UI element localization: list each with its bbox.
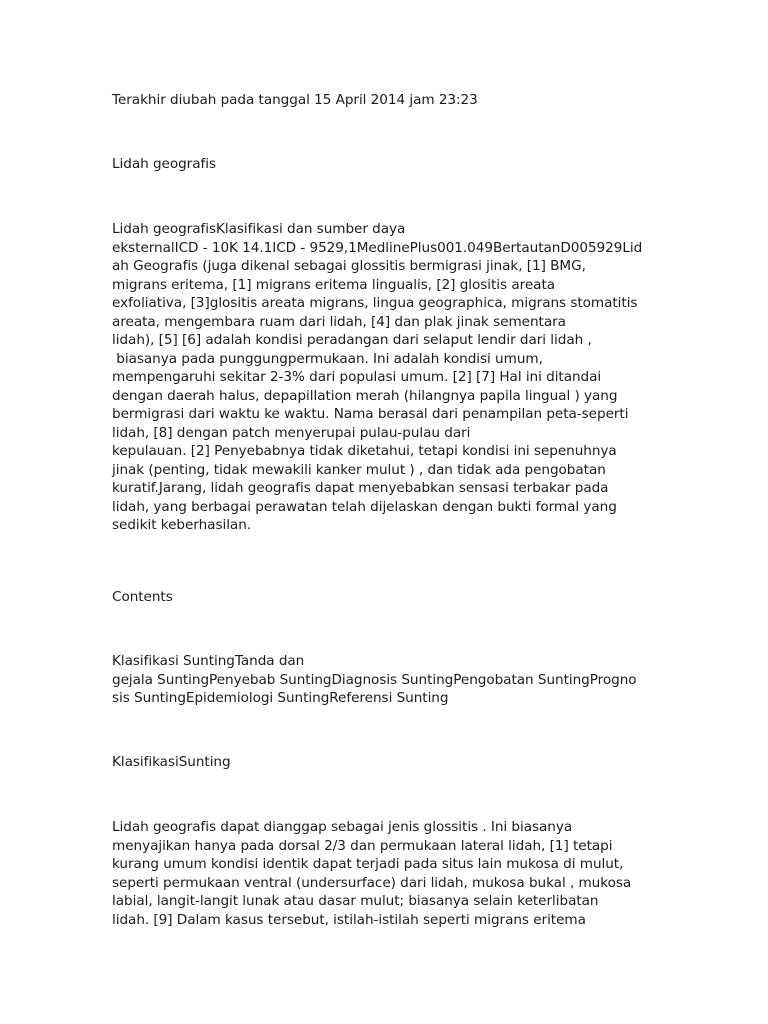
paragraph-line: labial, langit-langit lunak atau dasar mulut; biasanya selain keterlibatan	[112, 893, 599, 909]
paragraph-line: migrans eritema, [1] migrans eritema lingualis, [2] glositis areata	[112, 276, 556, 293]
paragraph-line: jinak (penting, tidak mewakili kanker mulut ) , dan tidak ada pengobatan	[112, 461, 606, 478]
paragraph-line: exfoliativa, [3]glositis areata migrans, lingua geographica, migrans stomatitis	[112, 295, 638, 311]
contents-list	[112, 652, 637, 708]
paragraph-line: Lidah geografis dapat dianggap sebagai jenis glossitis . Ini biasanya	[112, 819, 573, 835]
contents-heading: Contents	[112, 589, 173, 605]
paragraph-line: biasanya pada punggungpermukaan. Ini adalah kondisi umum,	[112, 350, 543, 367]
paragraph-line: seperti permukaan ventral (undersurface) dari lidah, mukosa bukal , mukosa	[112, 874, 632, 891]
paragraph-line: kuratif.Jarang, lidah geografis dapat menyebabkan sensasi terbakar pada	[112, 480, 609, 496]
paragraph-line: kepulauan. [2] Penyebabnya tidak diketahui, tetapi kondisi ini sepenuhnya	[112, 443, 617, 459]
last-modified-text: Terakhir diubah pada tanggal 15 April 2014 jam 23:23	[112, 92, 478, 108]
paragraph-line: eksternalICD - 10K 14.1ICD - 9529,1MedlinePlus001.049BertautanD005929Lid	[112, 239, 643, 256]
paragraph-line: menyajikan hanya pada dorsal 2/3 dan permukaan lateral lidah, [1] tetapi	[112, 837, 613, 854]
paragraph-line: bermigrasi dari waktu ke waktu. Nama berasal dari penampilan peta-seperti	[112, 406, 629, 422]
section-paragraph	[112, 818, 631, 929]
paragraph-line: lidah), [5] [6] adalah kondisi peradangan dari selaput lendir dari lidah ,	[112, 332, 592, 348]
paragraph-line: lidah, yang berbagai perawatan telah dijelaskan dengan bukti formal yang	[112, 498, 617, 515]
intro-paragraph	[112, 220, 642, 535]
paragraph-line: mempengaruhi sekitar 2-3% dari populasi umum. [2] [7] Hal ini ditandai	[112, 369, 602, 385]
paragraph-line: kurang umum kondisi identik dapat terjadi pada situs lain mukosa di mulut,	[112, 856, 624, 872]
paragraph-line: lidah. [9] Dalam kasus tersebut, istilah-istilah seperti migrans eritema	[112, 911, 586, 928]
paragraph-line: sedikit keberhasilan.	[112, 517, 252, 533]
contents-line: sis SuntingEpidemiologi SuntingReferensi Sunting	[112, 690, 449, 706]
paragraph-line: dengan daerah halus, depapillation merah (hilangnya papila lingual ) yang	[112, 387, 618, 404]
paragraph-line: lidah, [8] dengan patch menyerupai pulau-pulau dari	[112, 424, 471, 441]
paragraph-line: areata, mengembara ruam dari lidah, [4] dan plak jinak sementara	[112, 313, 566, 330]
contents-line: Klasifikasi SuntingTanda dan	[112, 653, 305, 669]
contents-line: gejala SuntingPenyebab SuntingDiagnosis SuntingPengobatan SuntingProgno	[112, 671, 637, 688]
page-title: Lidah geografis	[112, 156, 216, 172]
paragraph-line: ah Geografis (juga dikenal sebagai glossitis bermigrasi jinak, [1] BMG,	[112, 258, 586, 274]
paragraph-line: Lidah geografisKlasifikasi dan sumber daya	[112, 221, 406, 237]
section-heading: KlasifikasiSunting	[112, 754, 231, 770]
